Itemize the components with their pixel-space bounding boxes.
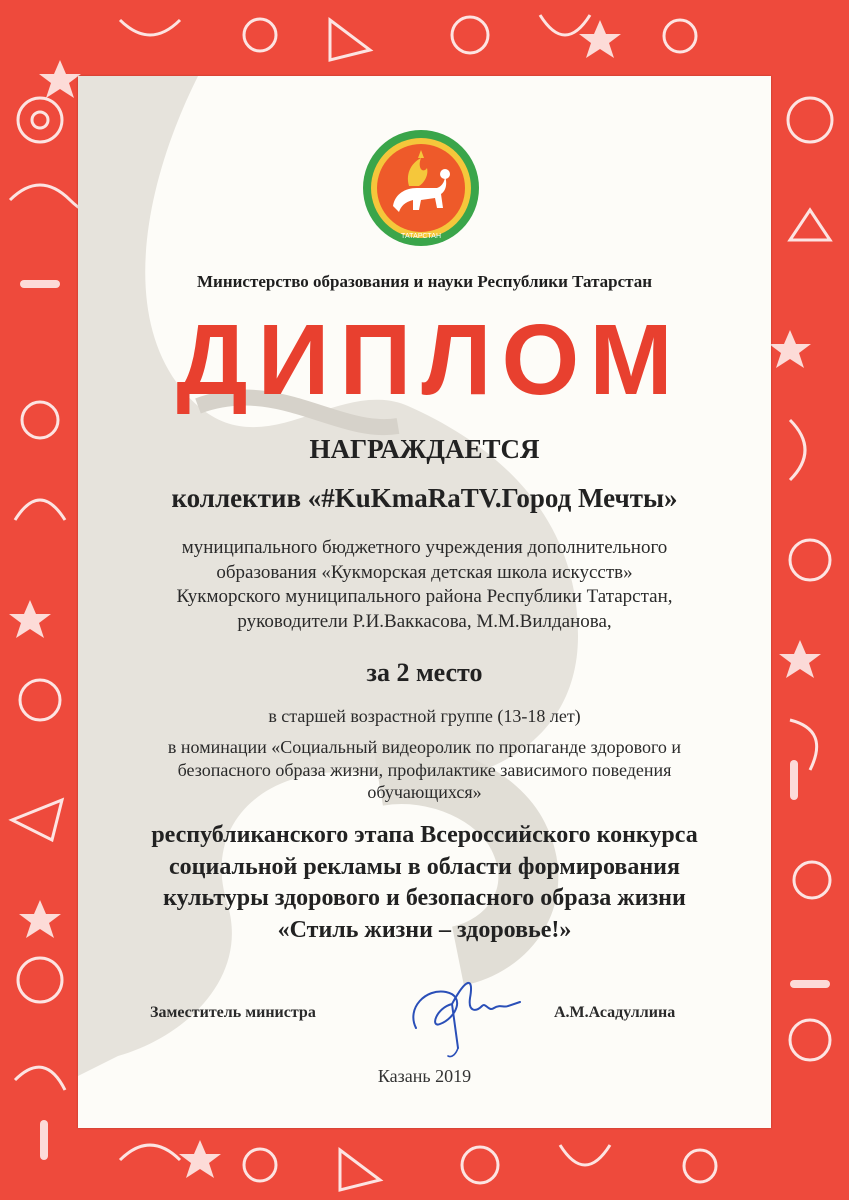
contest-line: республиканского этапа Всероссийского конкурса <box>151 822 698 848</box>
institution-line: руководители Р.И.Ваккасова, М.М.Вилданова, <box>237 610 612 632</box>
signature-icon <box>396 968 526 1060</box>
collective-name: коллектив «#KuKmaRaTV.Город Мечты» <box>171 483 678 513</box>
institution-line: Кукморского муниципального района Республики Татарстан, <box>176 586 673 607</box>
contest-line: культуры здорового и безопасного образа жизни <box>163 885 686 911</box>
nomination-line: обучающихся» <box>367 782 482 802</box>
nomination-line: в номинации «Социальный видеоролик по пропаганде здорового и <box>167 737 682 757</box>
ministry-name: Министерство образования и науки Республики Татарстан <box>197 272 652 291</box>
emblem-ring-text: ТАТАРСТАН <box>400 233 442 240</box>
nomination-block <box>78 736 771 804</box>
age-group: в старшей возрастной группе (13-18 лет) <box>268 706 581 726</box>
signatory-title: Заместитель министра <box>150 1004 316 1021</box>
institution-line: муниципального бюджетного учреждения дополнительного <box>181 537 668 558</box>
nomination-line: безопасного образа жизни, профилактике зависимого поведения <box>177 759 672 780</box>
diploma-sheet <box>78 76 771 1128</box>
institution-block <box>78 536 771 634</box>
diploma-title: ДИПЛОМ <box>176 304 683 416</box>
institution-line: образования «Кукморская детская школа искусств» <box>216 561 633 583</box>
city-year: Казань 2019 <box>377 1066 472 1086</box>
signatory-name: А.М.Асадуллина <box>554 1004 676 1021</box>
contest-line: «Стиль жизни – здоровье!» <box>277 916 572 943</box>
contest-line: социальной рекламы в области формирования <box>169 853 680 880</box>
contest-block <box>78 820 771 946</box>
awarded-label: НАГРАЖДАЕТСЯ <box>309 434 540 464</box>
place-award: за 2 место <box>366 658 483 687</box>
tatarstan-emblem-icon <box>361 128 481 248</box>
